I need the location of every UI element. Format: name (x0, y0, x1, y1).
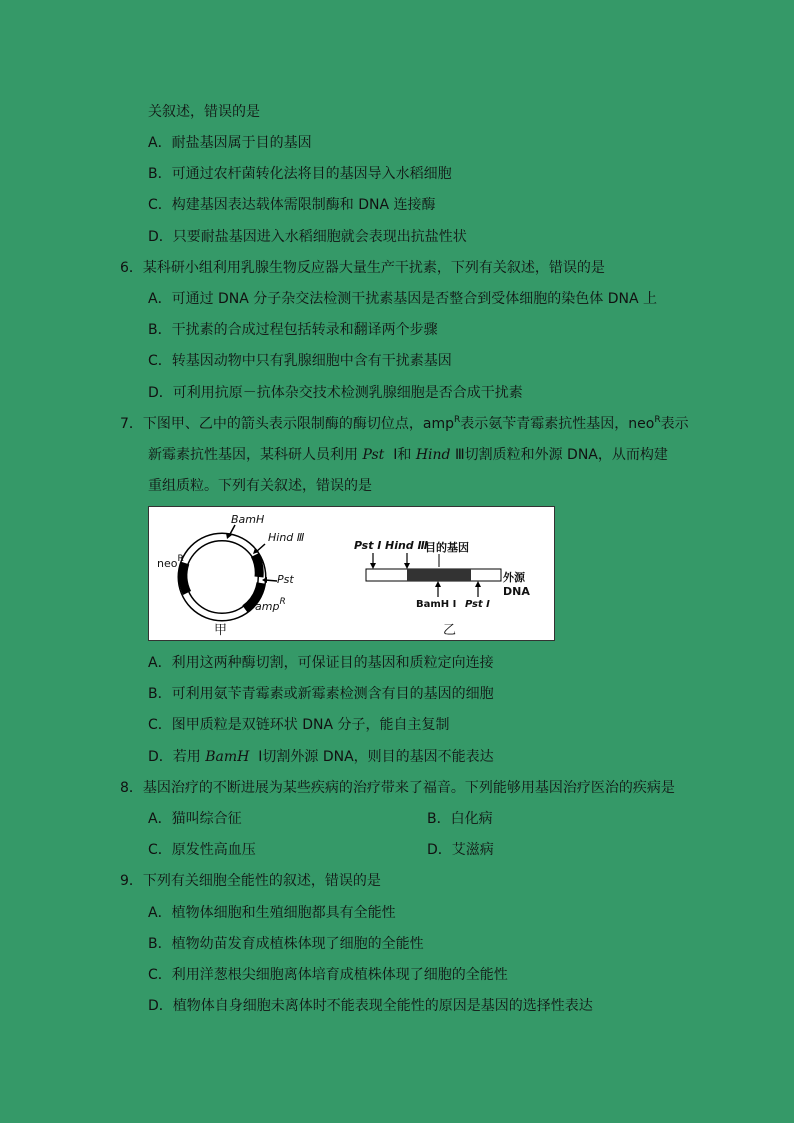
q8-option-d: D．艾滋病 (427, 842, 494, 858)
q9-option-c: C．利用洋葱根尖细胞离体培育成植株体现了细胞的全能性 (148, 967, 508, 983)
q9-option-d: D．植物体自身细胞未离体时不能表现全能性的原因是基因的选择性表达 (148, 998, 593, 1014)
q9-option-b: B．植物幼苗发育成植株体现了细胞的全能性 (148, 936, 424, 952)
q5-option-d: D．只要耐盐基因进入水稻细胞就会表现出抗盐性状 (148, 229, 467, 245)
q9-option-a: A．植物体细胞和生殖细胞都具有全能性 (148, 905, 396, 921)
q8-option-c: C．原发性高血压 (148, 842, 256, 858)
q5-option-c: C．构建基因表达载体需限制酶和 DNA 连接酶 (148, 197, 436, 213)
q7-option-d: D．若用 BamH Ⅰ切割外源 DNA，则目的基因不能表达 (148, 749, 494, 765)
label-yi-target: 目的基因 (425, 541, 469, 554)
label-yi-dna: 外源 DNA (503, 571, 530, 598)
q5-stem-continuation: 关叙述，错误的是 (148, 104, 260, 120)
q6-option-a: A．可通过 DNA 分子杂交法检测干扰素基因是否整合到受体细胞的染色体 DNA 上 (148, 291, 658, 307)
q8-option-a: A．猫叫综合征 (148, 811, 242, 827)
label-jia: 甲 (214, 623, 228, 638)
q6-option-b: B．干扰素的合成过程包括转录和翻译两个步骤 (148, 322, 438, 338)
q5-option-b: B．可通过农杆菌转化法将目的基因导入水稻细胞 (148, 166, 452, 182)
q7-option-b: B．可利用氨苄青霉素或新霉素检测含有目的基因的细胞 (148, 686, 494, 702)
target-gene-block (407, 569, 471, 581)
q8-stem: 8．基因治疗的不断进展为某些疾病的治疗带来了福音。下列能够用基因治疗医治的疾病是 (120, 780, 675, 796)
q7-stem-line3: 重组质粒。下列有关叙述，错误的是 (148, 478, 372, 494)
figure-svg (149, 507, 554, 640)
label-bamh-top: BamH (231, 513, 265, 526)
label-yi-hind: Hind Ⅲ (385, 539, 428, 552)
q6-stem: 6．某科研小组利用乳腺生物反应器大量生产干扰素，下列有关叙述，错误的是 (120, 260, 605, 276)
q6-option-c: C．转基因动物中只有乳腺细胞中含有干扰素基因 (148, 353, 452, 369)
label-hind-top: Hind Ⅲ (268, 531, 305, 544)
label-neo: neo$^R$ (157, 554, 184, 570)
q7-option-c: C．图甲质粒是双链环状 DNA 分子，能自主复制 (148, 717, 450, 733)
q9-stem: 9．下列有关细胞全能性的叙述，错误的是 (120, 873, 381, 889)
label-yi-bamh: BamH Ⅰ (416, 599, 457, 610)
label-amp: amp$^R$ (255, 597, 286, 613)
q7-stem-line2: 新霉素抗性基因，某科研人员利用 Pst Ⅰ和 Hind Ⅲ切割质粒和外源 DNA，从而构建 (148, 447, 668, 463)
q6-option-d: D．可利用抗原－抗体杂交技术检测乳腺细胞是否合成干扰素 (148, 385, 523, 401)
q7-option-a: A．利用这两种酶切割，可保证目的基因和质粒定向连接 (148, 655, 494, 671)
plasmid-figure (148, 506, 555, 641)
label-yi-pst-right: Pst Ⅰ (465, 599, 490, 610)
label-yi: 乙 (443, 623, 457, 638)
target-site-segment (255, 555, 259, 577)
q7-stem-line1: 7．下图甲、乙中的箭头表示限制酶的酶切位点，amp$^R$表示氨苄青霉素抗性基因，neo$^R$表示 (120, 415, 689, 432)
q5-option-a: A．耐盐基因属于目的基因 (148, 135, 312, 151)
label-yi-pst-left: Pst Ⅰ (354, 539, 382, 552)
q8-option-b: B．白化病 (427, 811, 493, 827)
label-pst-right: Pst (277, 573, 294, 586)
